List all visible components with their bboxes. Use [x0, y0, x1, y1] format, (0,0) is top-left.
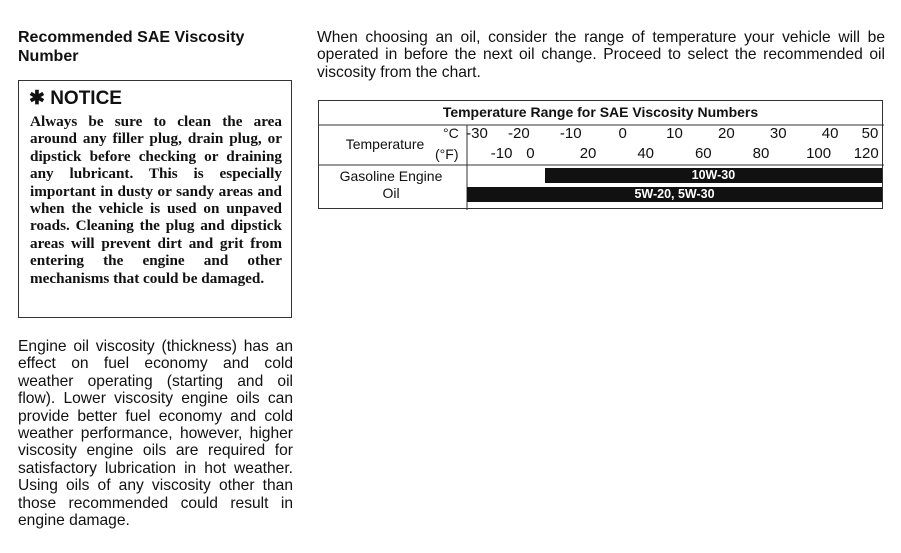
- celsius-tick-label: -10: [559, 125, 582, 142]
- viscosity-bar: 10W-30: [545, 168, 882, 183]
- temperature-row-label: Temperature: [345, 136, 425, 152]
- fahrenheit-tick-label: 100: [806, 145, 832, 162]
- celsius-unit: °C: [443, 125, 459, 141]
- fahrenheit-unit: (°F): [435, 146, 459, 162]
- celsius-tick-label: 50: [861, 125, 879, 142]
- celsius-tick-label: 0: [618, 125, 627, 142]
- fahrenheit-tick-label: 60: [694, 145, 712, 162]
- notice-title: ✱ NOTICE: [29, 88, 122, 109]
- celsius-tick-label: -30: [466, 125, 488, 142]
- notice-body: Always be sure to clean the area around any filler plug, drain plug, or dipstick before checking or draining any lubricant. This is especially important in dusty or sandy areas and when the vehicle is used on unpaved roads. Cleaning the plug and dipstick areas will prevent dirt and grit from entering the engine and other mechanisms that could be damaged.: [30, 113, 282, 287]
- notice-box: [18, 80, 292, 318]
- fahrenheit-tick-label: 20: [579, 145, 597, 162]
- viscosity-bar: 5W-20, 5W-30: [467, 187, 882, 202]
- fahrenheit-tick-label: -10: [490, 145, 513, 162]
- viscosity-chart: [318, 100, 883, 209]
- celsius-tick-label: 30: [769, 125, 787, 142]
- celsius-tick-label: -20: [508, 125, 530, 142]
- oil-row-label: Gasoline Engine Oil: [339, 168, 443, 201]
- fahrenheit-tick-label: 120: [853, 145, 879, 162]
- celsius-tick-label: 20: [718, 125, 735, 142]
- fahrenheit-tick-label: 0: [526, 145, 535, 162]
- celsius-tick-label: 10: [666, 125, 683, 142]
- fahrenheit-tick-label: 40: [637, 145, 655, 162]
- section-heading: Recommended SAE Viscosity Number: [18, 29, 245, 65]
- chart-title: Temperature Range for SAE Viscosity Numbers: [442, 104, 759, 120]
- celsius-tick-label: 40: [821, 125, 839, 142]
- viscosity-paragraph: Engine oil viscosity (thickness) has an effect on fuel economy and cold weather operating (starting and oil flow). Lower viscosity engine oils can provide better fuel economy and cold weather performance, however, higher viscosity engine oils are required for satisfactory lubrication in hot weather. Using oils of any viscosity other than those recommended could result in engine damage.: [18, 338, 293, 530]
- fahrenheit-tick-label: 80: [752, 145, 770, 162]
- choosing-oil-paragraph: When choosing an oil, consider the range of temperature your vehicle will be operated in before the next oil change. Proceed to select the recommended oil viscosity from the chart.: [317, 29, 885, 81]
